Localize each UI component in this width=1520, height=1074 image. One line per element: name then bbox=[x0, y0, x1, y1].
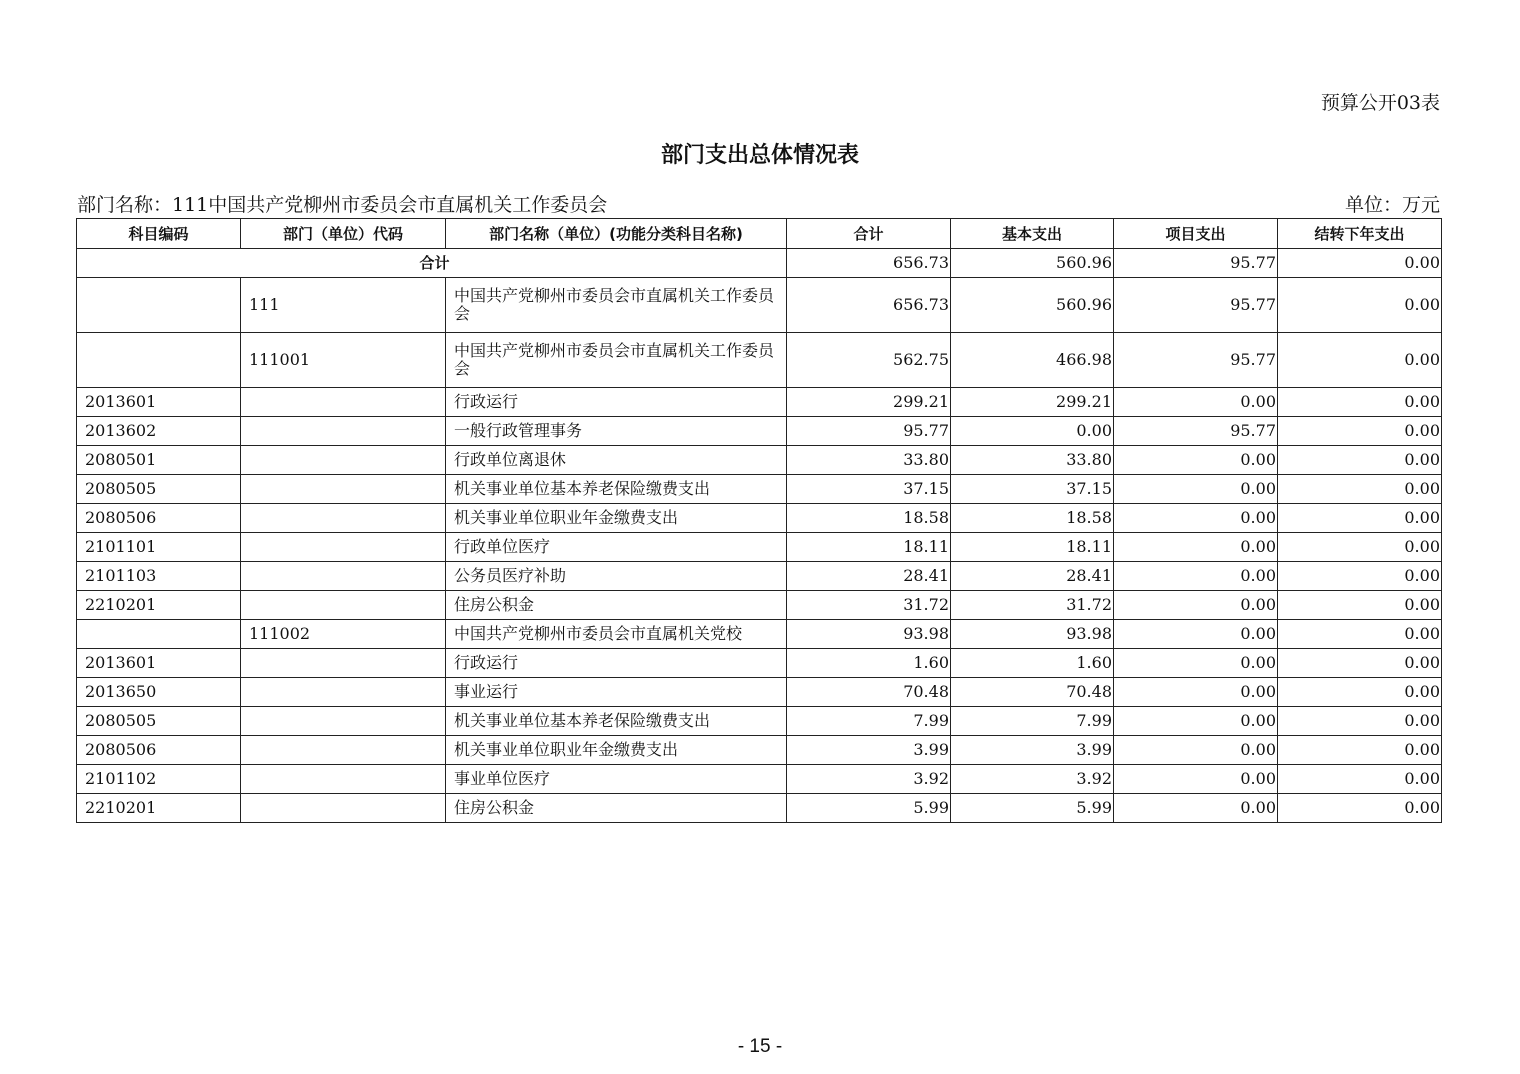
cell-carry: 0.00 bbox=[1278, 794, 1442, 823]
cell-carry: 0.00 bbox=[1278, 562, 1442, 591]
cell-project: 0.00 bbox=[1114, 388, 1278, 417]
cell-project: 0.00 bbox=[1114, 533, 1278, 562]
table-row bbox=[77, 533, 1442, 562]
table-row bbox=[77, 707, 1442, 736]
cell-unit-name: 行政运行 bbox=[446, 388, 787, 417]
header-unit-name: 部门名称（单位）(功能分类科目名称) bbox=[446, 219, 787, 249]
cell-carry: 0.00 bbox=[1278, 591, 1442, 620]
cell-subject-code: 2210201 bbox=[77, 591, 241, 620]
cell-subject-code: 2080506 bbox=[77, 504, 241, 533]
cell-basic: 7.99 bbox=[951, 707, 1114, 736]
table-row bbox=[77, 678, 1442, 707]
cell-project: 0.00 bbox=[1114, 707, 1278, 736]
cell-project: 95.77 bbox=[1114, 278, 1278, 333]
cell-subject-code bbox=[77, 620, 241, 649]
cell-carry: 0.00 bbox=[1278, 620, 1442, 649]
cell-carry: 0.00 bbox=[1278, 417, 1442, 446]
cell-unit-name: 中国共产党柳州市委员会市直属机关党校 bbox=[446, 620, 787, 649]
cell-carry: 0.00 bbox=[1278, 707, 1442, 736]
cell-subject-code bbox=[77, 333, 241, 388]
cell-basic: 1.60 bbox=[951, 649, 1114, 678]
cell-basic: 0.00 bbox=[951, 417, 1114, 446]
cell-unit-name: 住房公积金 bbox=[446, 591, 787, 620]
cell-total: 95.77 bbox=[787, 417, 951, 446]
cell-carry: 0.00 bbox=[1278, 333, 1442, 388]
cell-unit-name: 行政运行 bbox=[446, 649, 787, 678]
cell-basic: 5.99 bbox=[951, 794, 1114, 823]
cell-carry: 0.00 bbox=[1278, 446, 1442, 475]
table-row bbox=[77, 333, 1442, 388]
cell-subject-code: 2080505 bbox=[77, 475, 241, 504]
header-subject-code: 科目编码 bbox=[77, 219, 241, 249]
table-row bbox=[77, 278, 1442, 333]
cell-total: 3.99 bbox=[787, 736, 951, 765]
unit-label: 单位：万元 bbox=[1344, 194, 1440, 216]
cell-subject-code: 2080506 bbox=[77, 736, 241, 765]
cell-project: 0.00 bbox=[1114, 475, 1278, 504]
cell-project: 95.77 bbox=[1114, 417, 1278, 446]
cell-subject-code: 2013601 bbox=[77, 649, 241, 678]
cell-carry: 0.00 bbox=[1278, 504, 1442, 533]
cell-subject-code: 2080501 bbox=[77, 446, 241, 475]
cell-unit-code bbox=[241, 388, 446, 417]
cell-unit-code bbox=[241, 417, 446, 446]
expenditure-table bbox=[76, 218, 1442, 823]
cell-total: 5.99 bbox=[787, 794, 951, 823]
cell-total: 562.75 bbox=[787, 333, 951, 388]
cell-project: 0.00 bbox=[1114, 736, 1278, 765]
cell-basic: 299.21 bbox=[951, 388, 1114, 417]
cell-subject-code: 2101103 bbox=[77, 562, 241, 591]
cell-project: 0.00 bbox=[1114, 620, 1278, 649]
table-header-row bbox=[77, 219, 1442, 249]
cell-basic: 31.72 bbox=[951, 591, 1114, 620]
cell-unit-code: 111002 bbox=[241, 620, 446, 649]
cell-unit-code bbox=[241, 562, 446, 591]
cell-total: 18.11 bbox=[787, 533, 951, 562]
cell-basic: 466.98 bbox=[951, 333, 1114, 388]
cell-unit-code bbox=[241, 649, 446, 678]
cell-unit-name: 行政单位医疗 bbox=[446, 533, 787, 562]
page-number: - 15 - bbox=[737, 1036, 783, 1057]
cell-unit-name: 一般行政管理事务 bbox=[446, 417, 787, 446]
cell-unit-name: 事业运行 bbox=[446, 678, 787, 707]
cell-project: 0.00 bbox=[1114, 591, 1278, 620]
cell-unit-code bbox=[241, 533, 446, 562]
table-row bbox=[77, 736, 1442, 765]
cell-unit-code bbox=[241, 475, 446, 504]
department-name: 部门名称：111中国共产党柳州市委员会市直属机关工作委员会 bbox=[77, 194, 608, 216]
cell-total: 656.73 bbox=[787, 278, 951, 333]
table-row bbox=[77, 504, 1442, 533]
cell-carry: 0.00 bbox=[1278, 475, 1442, 504]
cell-basic: 18.11 bbox=[951, 533, 1114, 562]
cell-unit-name: 事业单位医疗 bbox=[446, 765, 787, 794]
table-row bbox=[77, 446, 1442, 475]
cell-unit-code bbox=[241, 504, 446, 533]
cell-carry: 0.00 bbox=[1278, 388, 1442, 417]
cell-total: 93.98 bbox=[787, 620, 951, 649]
cell-subject-code: 2013601 bbox=[77, 388, 241, 417]
header-project: 项目支出 bbox=[1114, 219, 1278, 249]
cell-project: 0.00 bbox=[1114, 765, 1278, 794]
cell-unit-code bbox=[241, 678, 446, 707]
form-number: 预算公开03表 bbox=[1320, 92, 1440, 114]
cell-basic: 33.80 bbox=[951, 446, 1114, 475]
cell-unit-code bbox=[241, 446, 446, 475]
cell-unit-name: 机关事业单位基本养老保险缴费支出 bbox=[446, 707, 787, 736]
cell-subject-code bbox=[77, 278, 241, 333]
cell-total: 3.92 bbox=[787, 765, 951, 794]
cell-subject-code: 2013602 bbox=[77, 417, 241, 446]
cell-subject-code: 2080505 bbox=[77, 707, 241, 736]
cell-project: 0.00 bbox=[1114, 678, 1278, 707]
table-row bbox=[77, 388, 1442, 417]
total-label: 合计 bbox=[77, 249, 787, 278]
table-row bbox=[77, 591, 1442, 620]
cell-unit-code bbox=[241, 736, 446, 765]
cell-total: 33.80 bbox=[787, 446, 951, 475]
cell-unit-name: 公务员医疗补助 bbox=[446, 562, 787, 591]
cell-total: 28.41 bbox=[787, 562, 951, 591]
cell-unit-name: 行政单位离退休 bbox=[446, 446, 787, 475]
cell-unit-code bbox=[241, 707, 446, 736]
table-row bbox=[77, 794, 1442, 823]
header-basic: 基本支出 bbox=[951, 219, 1114, 249]
table-row bbox=[77, 649, 1442, 678]
cell-carry: 0.00 bbox=[1278, 278, 1442, 333]
table-row bbox=[77, 620, 1442, 649]
cell-basic: 3.92 bbox=[951, 765, 1114, 794]
cell-carry: 0.00 bbox=[1278, 736, 1442, 765]
cell-project: 95.77 bbox=[1114, 333, 1278, 388]
cell-project: 0.00 bbox=[1114, 504, 1278, 533]
cell-project: 0.00 bbox=[1114, 562, 1278, 591]
header-carry: 结转下年支出 bbox=[1278, 219, 1442, 249]
cell-total: 7.99 bbox=[787, 707, 951, 736]
cell-total: 299.21 bbox=[787, 388, 951, 417]
cell-carry: 0.00 bbox=[1278, 678, 1442, 707]
total-basic: 560.96 bbox=[951, 249, 1114, 278]
cell-project: 0.00 bbox=[1114, 446, 1278, 475]
cell-carry: 0.00 bbox=[1278, 533, 1442, 562]
cell-project: 0.00 bbox=[1114, 649, 1278, 678]
cell-subject-code: 2101102 bbox=[77, 765, 241, 794]
cell-unit-name: 机关事业单位职业年金缴费支出 bbox=[446, 736, 787, 765]
total-project: 95.77 bbox=[1114, 249, 1278, 278]
cell-subject-code: 2210201 bbox=[77, 794, 241, 823]
cell-total: 37.15 bbox=[787, 475, 951, 504]
cell-basic: 93.98 bbox=[951, 620, 1114, 649]
cell-unit-code: 111 bbox=[241, 278, 446, 333]
header-total: 合计 bbox=[787, 219, 951, 249]
cell-basic: 560.96 bbox=[951, 278, 1114, 333]
cell-total: 31.72 bbox=[787, 591, 951, 620]
cell-unit-code bbox=[241, 591, 446, 620]
table-row bbox=[77, 562, 1442, 591]
cell-unit-code bbox=[241, 765, 446, 794]
cell-basic: 28.41 bbox=[951, 562, 1114, 591]
cell-basic: 37.15 bbox=[951, 475, 1114, 504]
cell-unit-name: 中国共产党柳州市委员会市直属机关工作委员会 bbox=[446, 333, 787, 388]
cell-subject-code: 2101101 bbox=[77, 533, 241, 562]
table-row bbox=[77, 417, 1442, 446]
cell-total: 18.58 bbox=[787, 504, 951, 533]
page-title: 部门支出总体情况表 bbox=[660, 143, 859, 168]
cell-total: 1.60 bbox=[787, 649, 951, 678]
cell-carry: 0.00 bbox=[1278, 649, 1442, 678]
header-unit-code: 部门（单位）代码 bbox=[241, 219, 446, 249]
cell-unit-name: 住房公积金 bbox=[446, 794, 787, 823]
cell-carry: 0.00 bbox=[1278, 765, 1442, 794]
total-sum: 656.73 bbox=[787, 249, 951, 278]
cell-unit-code bbox=[241, 794, 446, 823]
cell-basic: 70.48 bbox=[951, 678, 1114, 707]
cell-total: 70.48 bbox=[787, 678, 951, 707]
total-row bbox=[77, 249, 1442, 278]
cell-subject-code: 2013650 bbox=[77, 678, 241, 707]
table-row bbox=[77, 765, 1442, 794]
table-row bbox=[77, 475, 1442, 504]
cell-project: 0.00 bbox=[1114, 794, 1278, 823]
total-carry: 0.00 bbox=[1278, 249, 1442, 278]
cell-basic: 3.99 bbox=[951, 736, 1114, 765]
cell-unit-name: 机关事业单位职业年金缴费支出 bbox=[446, 504, 787, 533]
cell-unit-name: 中国共产党柳州市委员会市直属机关工作委员会 bbox=[446, 278, 787, 333]
cell-basic: 18.58 bbox=[951, 504, 1114, 533]
cell-unit-code: 111001 bbox=[241, 333, 446, 388]
cell-unit-name: 机关事业单位基本养老保险缴费支出 bbox=[446, 475, 787, 504]
